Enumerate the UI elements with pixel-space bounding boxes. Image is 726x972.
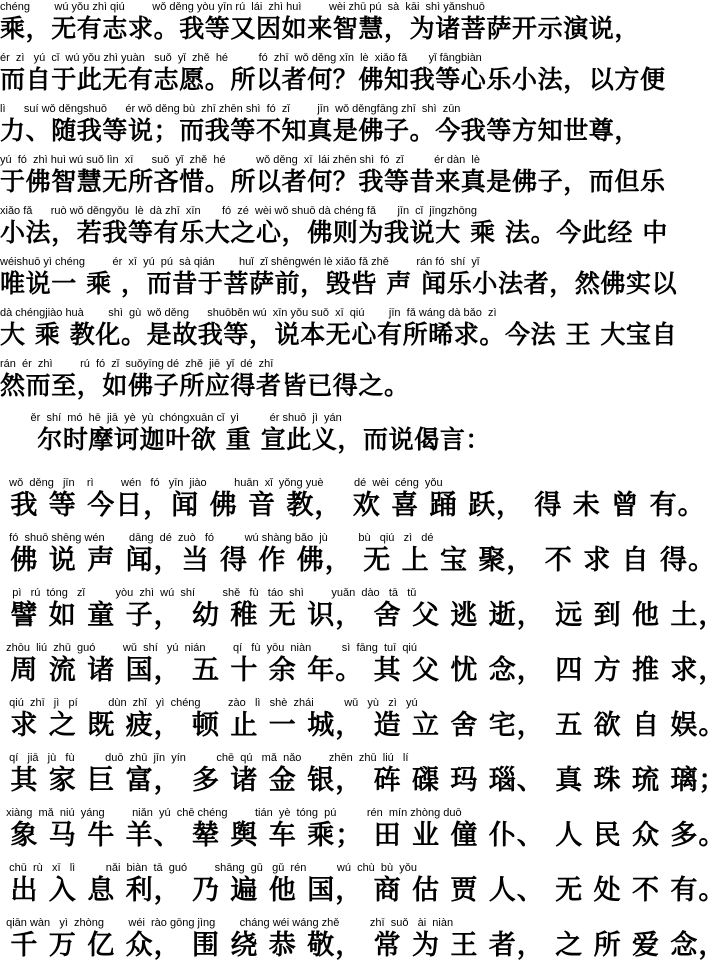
pinyin-annotation: qiú zhī jì pí dùn zhǐ yì chéng zào lì shè zhái wǔ yù zì yú — [0, 697, 418, 709]
scripture-text: 然而至，如佛子所应得者皆已得之。 — [0, 371, 410, 400]
verse-text: 譬 如 童 子， 幼 稚 无 识， 舍 父 逃 逝， 远 到 他 土， — [0, 600, 726, 631]
pinyin-annotation: xiǎo fǎ ruò wǒ děngyǒu lè dà zhī xīn fó zé wèi wǒ shuō dà chéng fǎ jīn cǐ jīngzhōng — [0, 205, 477, 217]
pinyin-annotation: chéng wú yǒu zhì qiú wǒ děng yòu yīn rú lái zhì huì wèi zhū pú sà kāi shì yǎnshuō — [0, 1, 485, 13]
verse-text: 出 入 息 利， 乃 遍 他 国， 商 估 贾 人、 无 处 不 有。 — [0, 875, 726, 906]
verse-text: 象 马 牛 羊、 辇 舆 车 乘； 田 业 僮 仆、 人 民 众 多。 — [0, 820, 726, 851]
verse-text: 周 流 诸 国， 五 十 余 年。 其 父 忧 念， 四 方 推 求， — [0, 655, 726, 686]
pinyin-annotation: ěr shí mó hē jiā yè yù chóngxuān cǐ yì ér shuō jì yán — [0, 412, 342, 424]
pinyin-annotation: qí jiā jù fù duō zhū jīn yín chē qú mǎ nǎo zhēn zhū liú lí — [0, 752, 409, 764]
pinyin-annotation: qiān wàn yì zhòng wéi rào gōng jìng cháng wéi wáng zhě zhī suǒ ài niàn — [0, 917, 454, 929]
pinyin-annotation: lì suí wǒ děngshuō ér wǒ děng bù zhī zhēn shì fó zǐ jīn wǒ děngfāng zhī shì zūn — [0, 103, 461, 115]
pinyin-annotation: wéishuō yì chéng ér xī yú pú sà qián huǐ zǐ shēngwén lè xiǎo fǎ zhě rán fó shí yǐ — [0, 256, 480, 268]
pinyin-annotation: chū rù xī lì nǎi biàn tā guó shāng gū gǔ rén wú chù bù yǒu — [0, 862, 417, 874]
verse-text: 佛 说 声 闻，当 得 作 佛， 无 上 宝 聚， 不 求 自 得。 — [0, 545, 716, 576]
verse-text: 我 等 今日，闻 佛 音 教， 欢 喜 踊 跃， 得 未 曾 有。 — [0, 490, 706, 521]
scripture-text: 小法，若我等有乐大之心，佛则为我说大 乘 法。今此经 中 — [0, 218, 668, 247]
pinyin-annotation: wǒ děng jīn rì wén fó yīn jiào huān xǐ yǒng yuè dé wèi céng yǒu — [0, 477, 443, 489]
pinyin-annotation: dà chéngjiào huà shì gù wǒ děng shuōběn wú xīn yǒu suǒ xī qiú jīn fǎ wáng dà bǎo zì — [0, 307, 497, 319]
scripture-text: 而自于此无有志愿。所以者何？佛知我等心乐小法，以方便 — [0, 65, 666, 94]
pinyin-annotation: zhōu liú zhū guó wǔ shí yú nián qí fù yōu niàn sì fāng tuī qiú — [0, 642, 417, 654]
scripture-text: 尔时摩诃迦叶欲 重 宣此义，而说偈言： — [0, 425, 492, 454]
scripture-text: 力、随我等说；而我等不知真是佛子。今我等方知世尊， — [0, 116, 641, 145]
pinyin-annotation: rán ér zhì rú fó zǐ suǒyīng dé zhě jiē yǐ dé zhī — [0, 358, 274, 370]
scripture-text: 唯说一 乘 ，而昔于菩萨前，毁呰 声 闻乐小法者，然佛实以 — [0, 269, 678, 298]
scripture-text: 乘，无有志求。我等又因如来智慧，为诸菩萨开示演说， — [0, 14, 641, 43]
verse-text: 其 家 巨 富， 多 诸 金 银， 砗 磲 玛 瑙、 真 珠 琉 璃； — [0, 765, 726, 796]
verse-text: 求 之 既 疲， 顿 止 一 城， 造 立 舍 宅， 五 欲 自 娱。 — [0, 710, 726, 741]
verse-text: 千 万 亿 众， 围 绕 恭 敬， 常 为 王 者， 之 所 爱 念， — [0, 930, 726, 961]
pinyin-annotation: pì rú tóng zǐ yòu zhì wú shí shě fù táo shì yuǎn dào tā tǔ — [0, 587, 417, 599]
scripture-text: 于佛智慧无所吝惜。所以者何？我等昔来真是佛子，而但乐 — [0, 167, 666, 196]
pinyin-annotation: fó shuō shēng wén dāng dé zuò fó wú shàng bǎo jù bù qiú zì dé — [0, 532, 434, 544]
pinyin-annotation: xiàng mǎ niú yáng niǎn yú chē chéng tián yè tóng pú rén mín zhòng duō — [0, 807, 462, 819]
pinyin-annotation: ér zì yú cǐ wú yǒu zhì yuàn suǒ yǐ zhě hé fó zhī wǒ děng xīn lè xiǎo fǎ yǐ fāngbiàn — [0, 52, 482, 64]
pinyin-annotation: yú fó zhì huì wú suǒ lìn xī suǒ yǐ zhě hé wǒ děng xī lái zhēn shì fó zǐ ér dàn lè — [0, 154, 480, 166]
scripture-text: 大 乘 教化。是故我等，说本无心有所晞求。今法 王 大宝自 — [0, 320, 678, 349]
